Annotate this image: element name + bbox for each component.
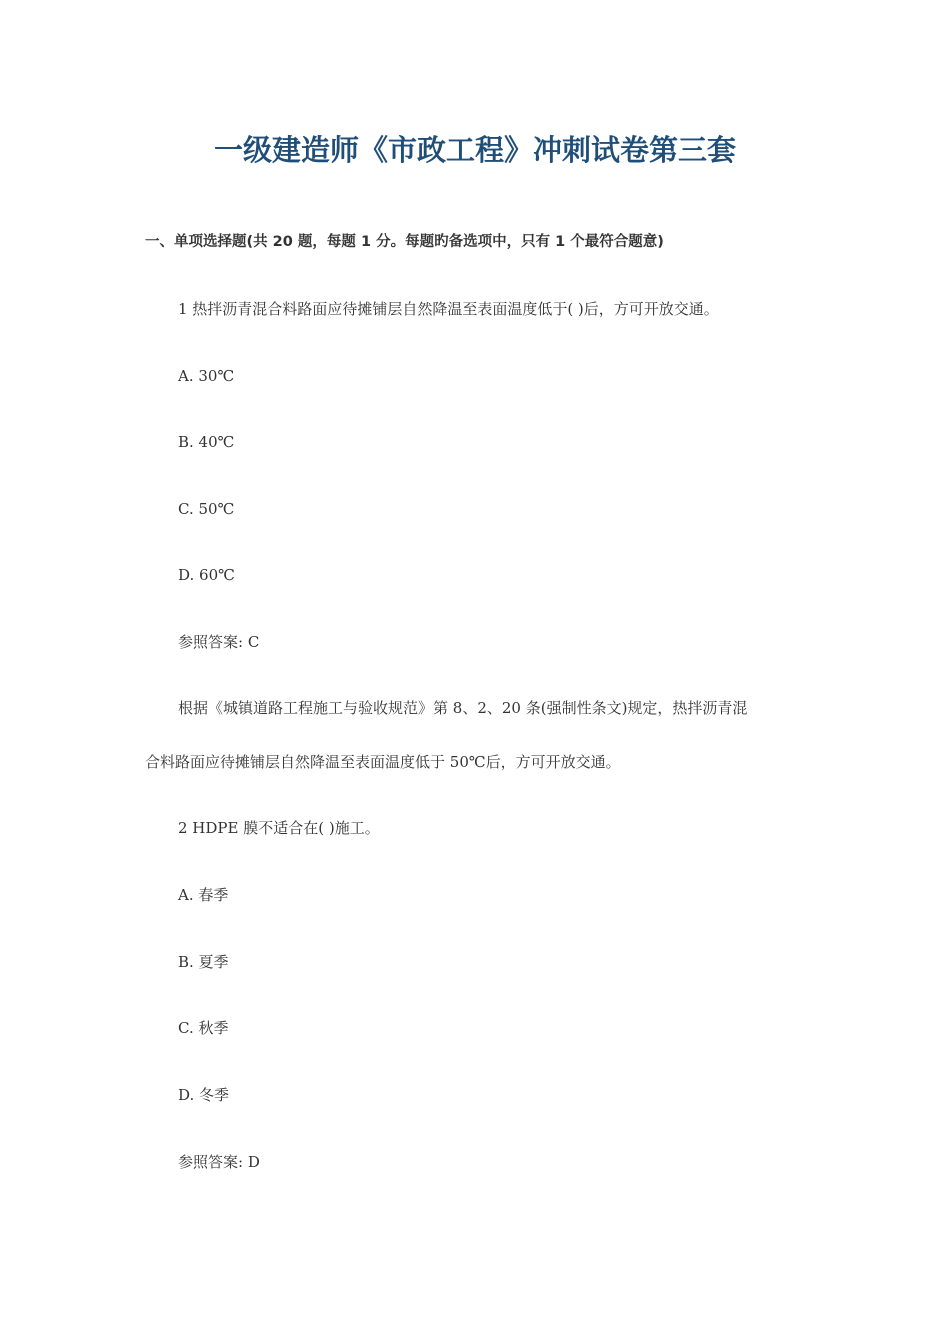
document-title: 一级建造师《市政工程》冲刺试卷第三套	[213, 133, 736, 167]
question-1-option-a: A. 30℃	[178, 367, 235, 385]
question-2-option-a: A. 春季	[178, 886, 229, 904]
question-2-option-c: C. 秋季	[178, 1019, 229, 1037]
question-1-option-c: C. 50℃	[178, 500, 235, 518]
question-2-stem: 2 HDPE 膜不适合在( )施工。	[178, 819, 380, 837]
question-2-option-d: D. 冬季	[178, 1086, 230, 1104]
question-1-answer: 参照答案: C	[178, 633, 260, 651]
section-heading: 一、单项选择题(共 20 题，每题 1 分。每题旳备选项中，只有 1 个最符合题意)	[145, 234, 664, 250]
question-1-explanation-line-2: 合料路面应待摊铺层自然降温至表面温度低于 50℃后，方可开放交通。	[145, 753, 621, 771]
question-1-explanation-line-1: 根据《城镇道路工程施工与验收规范》第 8、2、20 条(强制性条文)规定，热拌沥青混	[178, 699, 748, 717]
question-2-option-b: B. 夏季	[178, 953, 229, 971]
question-1-option-d: D. 60℃	[178, 566, 235, 584]
question-1-option-b: B. 40℃	[178, 433, 235, 451]
question-2-answer: 参照答案: D	[178, 1153, 260, 1171]
question-1-stem: 1 热拌沥青混合料路面应待摊铺层自然降温至表面温度低于( )后，方可开放交通。	[178, 300, 719, 318]
